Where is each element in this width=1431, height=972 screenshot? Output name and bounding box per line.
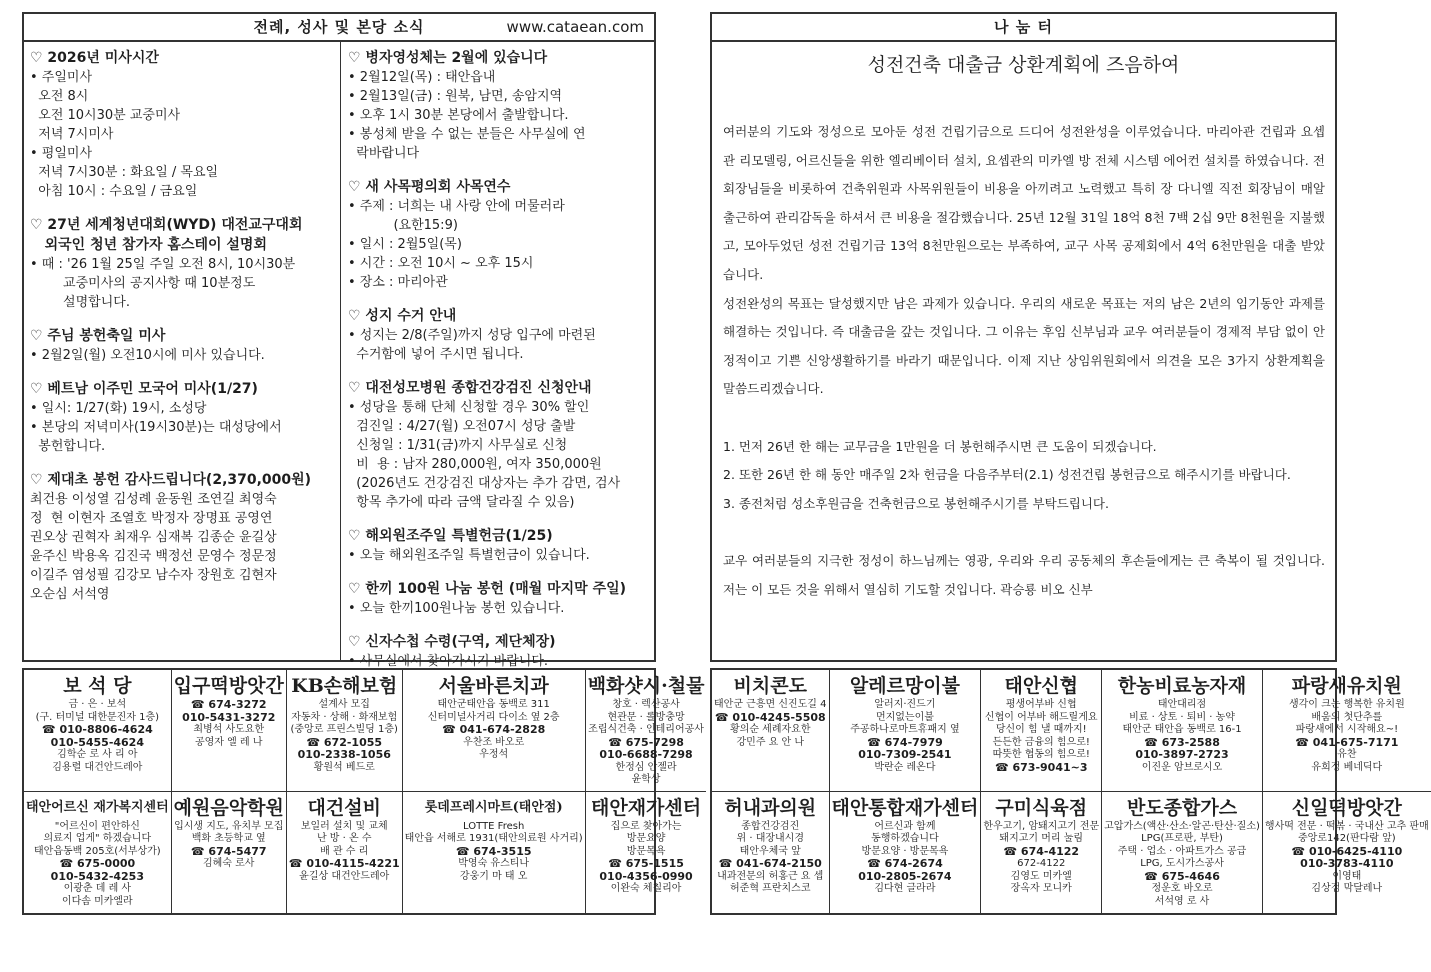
ad-line: 김용렬 대건안드레아 bbox=[52, 761, 143, 773]
left-ad bbox=[24, 670, 172, 792]
ad-line: 이다솜 미카엘라 bbox=[61, 895, 133, 907]
section-line: • 봉성체 받을 수 없는 분들은 사무실에 연 bbox=[348, 127, 586, 142]
section-line: • 성당을 통해 단체 신청할 경우 30% 할인 bbox=[348, 400, 590, 415]
ad-line: 보일러 설치 및 교체 bbox=[300, 820, 388, 832]
ad-line: 주택 · 업소 · 아파트가스 공급 bbox=[1117, 845, 1247, 857]
section-line: 아침 10시 : 수요일 / 금요일 bbox=[30, 184, 198, 199]
ad-line: 중앙로142(판다람 앞) bbox=[1297, 833, 1396, 844]
right-sharing-panel bbox=[710, 12, 1337, 662]
ad-line: 태안읍 서해로 1931(태안의료원 사거리) bbox=[404, 833, 583, 844]
ad-line: 유찬 bbox=[1337, 749, 1357, 760]
news-section bbox=[348, 579, 652, 618]
ad-line: ☎ 010-4245-5508 bbox=[714, 710, 826, 724]
ad-line: 우찬조 바오로 bbox=[463, 736, 525, 748]
ad-line: 정운호 바오로 bbox=[1151, 883, 1213, 894]
ad-line: 강웅기 마 태 오 bbox=[459, 870, 528, 882]
column-divider bbox=[340, 42, 341, 660]
ad-name: 예원음악학원 bbox=[173, 796, 284, 819]
ad-line: 유희정 베네딕다 bbox=[1311, 761, 1383, 773]
ad-line: 난 방 · 온 수 bbox=[316, 833, 372, 844]
ad-line: 태안군태안읍 동백로 311 bbox=[437, 699, 550, 710]
ad-line: 672-4122 bbox=[1017, 858, 1066, 869]
news-section bbox=[348, 526, 652, 565]
ad-line: LPG(프로판, 부탄) bbox=[1141, 833, 1223, 844]
right-ad bbox=[981, 670, 1102, 792]
news-section bbox=[348, 632, 652, 671]
section-line: • 시간 : 오전 10시 ~ 오후 15시 bbox=[348, 256, 534, 271]
section-line: • 오늘 한끼100원나눔 봉헌 있습니다. bbox=[348, 601, 565, 616]
ad-line: ☎ 675-0000 bbox=[59, 857, 136, 870]
ad-line: 이진운 암브로시오 bbox=[1141, 761, 1223, 773]
news-section bbox=[348, 177, 652, 292]
section-title: ♡ 신자수첩 수령(구역, 제단체장) bbox=[348, 634, 556, 650]
ad-name: 백화샷시·철물 bbox=[587, 675, 705, 697]
ad-line: 황원석 베드로 bbox=[313, 761, 375, 773]
left-header-title: 전례, 성사 및 본당 소식 bbox=[253, 18, 425, 36]
ad-name: 태안어르신 재가복지센터 bbox=[26, 799, 169, 815]
left-ad bbox=[586, 792, 707, 914]
news-section bbox=[348, 306, 652, 364]
right-ad bbox=[712, 792, 830, 914]
news-column-a bbox=[30, 48, 336, 618]
ad-name: 태안통합재가센터 bbox=[831, 796, 979, 819]
section-title: ♡ 주님 봉헌축일 미사 bbox=[30, 328, 166, 344]
left-ad bbox=[172, 670, 287, 792]
ad-line: 배 관 수 리 bbox=[320, 845, 369, 857]
ad-line: ☎ 674-3515 bbox=[455, 844, 532, 858]
right-ad bbox=[712, 670, 830, 792]
section-line: 봉헌합니다. bbox=[30, 439, 106, 454]
section-line: 락바랍니다 bbox=[348, 146, 420, 161]
ad-line: 박영숙 유스티나 bbox=[458, 858, 530, 869]
ad-line: 신협이 어부바 해드릴게요 bbox=[984, 711, 1098, 723]
ad-name: KB손해보험 bbox=[291, 675, 398, 697]
ad-line: ☎ 672-1055 bbox=[306, 735, 383, 749]
section-title: ♡ 한끼 100원 나눔 봉헌 (매월 마지막 주일) bbox=[348, 581, 627, 597]
news-column-b bbox=[348, 48, 652, 685]
section-line: (요한15:9) bbox=[348, 218, 458, 233]
right-ad bbox=[830, 792, 982, 914]
ad-line: ☎ 674-7979 bbox=[867, 735, 943, 749]
left-ad bbox=[403, 670, 586, 792]
section-line: • 오늘 해외원조주일 특별헌금이 있습니다. bbox=[348, 548, 590, 563]
section-line: 권오상 권혁자 최재우 심재복 김종순 윤길상 bbox=[30, 530, 277, 545]
ad-line: 파랑새에서 시작해요~! bbox=[1295, 724, 1399, 735]
ad-line: 신터미널사거리 다이소 옆 2층 bbox=[427, 711, 560, 723]
left-ad bbox=[172, 792, 287, 914]
ad-line: 010-3783-4110 bbox=[1300, 857, 1394, 870]
ad-line: (중앙로 프린스빌딩 1층) bbox=[290, 724, 398, 735]
section-line: • 장소 : 마리아관 bbox=[348, 275, 448, 290]
section-line: • 주일미사 bbox=[30, 70, 93, 85]
left-news-panel bbox=[22, 12, 656, 669]
section-line: 최건용 이성열 김성례 윤동원 조연길 최영숙 bbox=[30, 492, 277, 507]
ad-line: 입시생 지도, 유치부 모집 bbox=[174, 820, 284, 832]
ad-line: 이광춘 데 레 사 bbox=[63, 883, 132, 894]
ad-line: 태안대리점 bbox=[1157, 699, 1207, 710]
ad-line: 백화 초등학교 옆 bbox=[191, 833, 266, 844]
ad-name: 대건설비 bbox=[307, 796, 381, 819]
letter-paragraph: 1. 먼저 26년 한 해는 교무금을 1만원을 더 봉헌해주시면 큰 도움이 되겠습니다. bbox=[723, 438, 1157, 454]
ad-line: 고압가스(액산·산소·알곤·탄산·질소) bbox=[1104, 820, 1260, 832]
ad-line: 당신이 힘 낼 때까지! bbox=[995, 724, 1087, 735]
right-ad bbox=[830, 670, 982, 792]
ad-line: (구. 터미널 대한문진자 1층) bbox=[35, 711, 160, 723]
left-header bbox=[24, 14, 654, 42]
ad-line: 010-5431-3272 bbox=[182, 710, 276, 724]
ad-line: ☎ 674-2674 bbox=[867, 857, 943, 870]
ad-line: 어르신과 함께 bbox=[874, 820, 936, 832]
left-ad bbox=[403, 792, 586, 914]
ad-line: 010-5455-4624 bbox=[50, 735, 144, 749]
ads-grid-right bbox=[710, 668, 1429, 915]
section-line: • 일시: 1/27(화) 19시, 소성당 bbox=[30, 401, 207, 416]
ad-name: 허내과의원 bbox=[724, 796, 817, 819]
website-link[interactable]: www.cataean.com bbox=[506, 18, 644, 36]
section-title: ♡ 대전성모병원 종합건강검진 신청안내 bbox=[348, 380, 592, 396]
ad-line: 김상점 막달레나 bbox=[1311, 883, 1383, 894]
news-section bbox=[30, 326, 336, 365]
letter-paragraph bbox=[723, 404, 1325, 433]
ad-line: 생각이 크는 행복한 유치원 bbox=[1288, 699, 1405, 710]
ad-line: 따뜻한 협동의 힘으로! bbox=[992, 749, 1090, 760]
ad-line: 배움의 첫단추를 bbox=[1311, 711, 1383, 723]
section-line: • 성지는 2/8(주일)까지 성당 입구에 마련된 bbox=[348, 328, 596, 343]
ad-line: 종합건강검진 bbox=[741, 820, 800, 832]
letter-paragraph: 교우 여러분들의 지극한 정성이 하느님께는 영광, 우리와 우리 공동체의 후손들에게는 큰 축복이 될 것입니다. 저는 이 모든 것을 위해서 열심히 기도할 것입니다. 곽승룡 비오 신부 bbox=[723, 552, 1325, 597]
ad-name: 알레르망이불 bbox=[849, 675, 960, 697]
news-section bbox=[30, 215, 336, 312]
section-line: 윤주신 박용옥 김진국 백정선 문영수 정문정 bbox=[30, 549, 277, 564]
section-title: ♡ 2026년 미사시간 bbox=[30, 50, 159, 66]
section-title: ♡ 해외원조주일 특별헌금(1/25) bbox=[348, 528, 553, 544]
section-line: 비 용 : 남자 280,000원, 여자 350,000원 bbox=[348, 457, 602, 472]
ad-line: 돼지고기 머리 눌림 bbox=[999, 833, 1084, 844]
section-line: 교중미사의 공지사항 때 10분정도 bbox=[30, 276, 256, 291]
ad-line: 태안우체국 앞 bbox=[739, 845, 801, 857]
ad-line: "어르신이 편안하신 bbox=[54, 820, 140, 832]
ad-line: 김다현 글라라 bbox=[874, 883, 936, 894]
ad-name: 롯데프레시마트(태안점) bbox=[424, 799, 563, 815]
section-line: 항목 추가에 따라 금액 달라질 수 있음) bbox=[348, 495, 575, 510]
ad-line: ☎ 010-4115-4221 bbox=[288, 857, 400, 870]
ad-line: 비료 · 상토 · 퇴비 · 농약 bbox=[1129, 711, 1235, 723]
ad-line: LOTTE Fresh bbox=[463, 820, 525, 832]
right-header-title: 나 눔 터 bbox=[994, 18, 1053, 36]
ad-line: 집으로 찾아가는 bbox=[610, 820, 682, 832]
ad-name: 반도종합가스 bbox=[1126, 796, 1238, 819]
ad-name: 입구떡방앗간 bbox=[173, 675, 284, 697]
section-line: 수거함에 넣어 주시면 됩니다. bbox=[348, 347, 524, 362]
ad-line: 태안군 태안읍 동백로 16-1 bbox=[1122, 724, 1242, 735]
ad-line: 한정심 안젤라 bbox=[615, 761, 677, 773]
news-section bbox=[30, 470, 336, 604]
ad-line: 현관문 · 롤방충망 bbox=[607, 711, 685, 723]
news-section bbox=[30, 48, 336, 201]
letter-title: 성전건축 대출금 상환계획에 즈음하여 bbox=[867, 54, 1180, 76]
right-header bbox=[712, 14, 1335, 42]
section-line: • 2월13일(금) : 원북, 남면, 송암지역 bbox=[348, 89, 563, 104]
ad-line: 김영도 미카엘 bbox=[1010, 870, 1072, 882]
ad-line: ☎ 675-1515 bbox=[608, 857, 684, 870]
left-ad bbox=[287, 792, 403, 914]
section-line: 저녁 7시미사 bbox=[30, 127, 114, 142]
ad-line: 창호 · 렉산공사 bbox=[612, 699, 680, 710]
left-ad bbox=[24, 792, 172, 914]
letter-paragraph bbox=[723, 518, 1325, 547]
ad-line: 장옥자 모니카 bbox=[1010, 883, 1072, 894]
ad-line: 010-6688-7298 bbox=[599, 748, 693, 761]
ad-line: 태안읍동백 205호(서부상가) bbox=[34, 845, 161, 857]
ad-line: 010-7309-2541 bbox=[858, 748, 952, 761]
ads-grid-left bbox=[22, 668, 705, 915]
section-title: ♡ 새 사목평의회 사목연수 bbox=[348, 179, 511, 195]
section-line: • 2월12일(목) : 태안읍내 bbox=[348, 70, 496, 85]
ad-name: 태안신협 bbox=[1004, 675, 1078, 697]
ad-line: LPG, 도시가스공사 bbox=[1140, 858, 1224, 869]
letter-body bbox=[723, 118, 1325, 604]
ad-line: ☎ 673-9041~3 bbox=[994, 760, 1088, 774]
section-line: 오전 8시 bbox=[30, 89, 89, 104]
section-line: 오순심 서석영 bbox=[30, 587, 110, 602]
ad-line: ☎ 041-674-2828 bbox=[442, 723, 546, 736]
ad-line: 금 · 은 · 보석 bbox=[68, 699, 127, 710]
ad-line: ☎ 675-7298 bbox=[608, 735, 684, 749]
ad-line: 의료지 업게" 하겠습니다 bbox=[43, 833, 152, 844]
ad-line: 든든한 금융의 힘으로! bbox=[992, 736, 1090, 748]
section-line: • 일시 : 2월5일(목) bbox=[348, 237, 462, 252]
ad-line: 먼지없는이불 bbox=[875, 711, 934, 723]
ad-line: 박란순 레온다 bbox=[874, 761, 936, 773]
section-line: 저녁 7시30분 : 화요일 / 목요일 bbox=[30, 165, 219, 180]
ad-name: 보 석 당 bbox=[63, 675, 132, 697]
section-line: • 때 : '26 1월 25일 주일 오전 8시, 10시30분 bbox=[30, 257, 296, 272]
ad-line: 알러지·진드기 bbox=[874, 699, 936, 710]
ad-line: 우정석 bbox=[479, 749, 509, 760]
section-line: 검진일 : 4/27(월) 오전07시 성당 출발 bbox=[348, 419, 576, 434]
ad-line: 이영태 bbox=[1332, 870, 1362, 882]
ad-line: 방문목욕 bbox=[626, 845, 666, 857]
section-title: ♡ 27년 세계청년대회(WYD) 대전교구대회 외국인 청년 참가자 홈스테이 설명회 bbox=[30, 217, 303, 253]
ad-line: 최병석 사도요한 bbox=[193, 724, 265, 735]
right-ad bbox=[1102, 792, 1263, 914]
letter-paragraph: 성전완성의 목표는 달성했지만 남은 과제가 있습니다. 우리의 새로운 목표는 저의 남은 2년의 임기동안 과제를 해결하는 것입니다. 즉 대출금을 갚는 것입니다. 그 이유는 후임 신부님과 교우 여러분들이 경제적 부담 없이 안정적이고 기쁜 신앙생활하기를 바라기 때문입니다. 이제 지난 상임위원회에서 의견을 모은 3가지 상환계획을 말씀드리겠습니다. bbox=[723, 295, 1325, 397]
ad-line: 010-4356-0990 bbox=[599, 869, 693, 883]
ad-line: 방문요양 bbox=[626, 833, 666, 844]
ad-line: ☎ 010-6425-4110 bbox=[1291, 844, 1403, 858]
ad-line: 서석영 로 사 bbox=[1154, 895, 1210, 907]
news-section bbox=[348, 378, 652, 512]
ad-line: 평생어부바 신협 bbox=[1005, 699, 1077, 710]
section-line: • 주제 : 너희는 내 사랑 안에 머물러라 bbox=[348, 199, 565, 214]
section-title: ♡ 병자영성체는 2월에 있습니다 bbox=[348, 50, 548, 66]
ad-line: 강민주 요 안 나 bbox=[736, 736, 804, 748]
ad-line: ☎ 041-674-2150 bbox=[718, 857, 822, 870]
left-ad bbox=[287, 670, 403, 792]
ad-line: 010-2338-1056 bbox=[297, 748, 391, 761]
ad-line: 윤길상 대건안드레아 bbox=[299, 870, 390, 882]
ad-line: ☎ 675-4646 bbox=[1144, 869, 1220, 883]
ad-line: 이완숙 체칠리아 bbox=[610, 883, 682, 894]
ad-line: 주공하나로마트휴패지 옆 bbox=[850, 724, 960, 735]
news-section bbox=[30, 379, 336, 456]
letter-paragraph: 여러분의 기도와 정성으로 모아둔 성전 건립기금으로 드디어 성전완성을 이루었습니다. 마리아관 건립과 요셉관 리모델링, 어르신들을 위한 엘리베이터 설치, 요셉관의 미카엘 방 전체 시스템 에어컨 설치를 하였습니다. 전 회장님들을 비롯하여 건축위원과 사목위원들이 비용을 아끼려고 노력했고 특히 장 다니엘 직전 회장님이 매알 출근하여 관리감독을 하셔서 큰 비용을 절감했습니다. 25년 12월 31일 18억 8천 7백 2십 9만 8천원을 지불했고, 모아두었던 성전 건립기금 13억 8천만원으로는 부족하여, 교구 사목 공제회에서 4억 6천만원을 대출 받았습니다. bbox=[723, 124, 1325, 282]
section-title: ♡ 성지 수거 안내 bbox=[348, 308, 457, 324]
ad-name: 태안재가센터 bbox=[591, 796, 702, 819]
ad-line: 윤학상 bbox=[631, 774, 661, 785]
ad-line: ☎ 673-2588 bbox=[1144, 735, 1220, 749]
letter-paragraph: 2. 또한 26년 한 해 동안 매주일 2차 헌금을 다음주부터(2.1) 성전건립 봉헌금으로 해주시기를 바랍니다. bbox=[723, 467, 1291, 483]
ad-line: 공영자 엘 레 나 bbox=[194, 736, 263, 748]
ad-line: 내과전문의 허홍근 요 셉 bbox=[717, 870, 824, 882]
section-line: 오전 10시30분 교중미사 bbox=[30, 108, 181, 123]
section-line: • 평일미사 bbox=[30, 146, 93, 161]
section-line: • 2월2일(월) 오전10시에 미사 있습니다. bbox=[30, 348, 265, 363]
ad-line: 김혜숙 로사 bbox=[202, 858, 255, 869]
section-line: (2026년도 건강검진 대상자는 추가 감면, 검사 bbox=[348, 476, 621, 491]
ad-line: 010-5432-4253 bbox=[50, 869, 144, 883]
ad-line: 자동차 · 상해 · 화재보험 bbox=[291, 711, 398, 723]
ad-line: ☎ 041-675-7171 bbox=[1295, 735, 1399, 749]
ad-name: 구미식육점 bbox=[995, 796, 1088, 819]
ad-line: ☎ 010-8806-4624 bbox=[41, 723, 153, 736]
ad-line: 010-2805-2674 bbox=[858, 869, 952, 883]
ad-line: 행사떡 전문 · 떡볶 · 국내산 고추 판매 bbox=[1264, 820, 1429, 832]
right-ad bbox=[1263, 670, 1431, 792]
ad-line: 방문요양 · 방문목욕 bbox=[861, 845, 949, 857]
ad-line: 김학순 로 사 리 아 bbox=[57, 749, 138, 760]
ad-name: 한농비료농자재 bbox=[1117, 675, 1247, 697]
section-title: ♡ 베트남 이주민 모국어 미사(1/27) bbox=[30, 381, 258, 397]
section-line: 정 현 이현자 조열호 박정자 장명표 공영연 bbox=[30, 511, 273, 526]
ad-name: 파랑새유치원 bbox=[1291, 675, 1402, 697]
ad-line: 한우고기, 암돼지고기 전문 bbox=[983, 820, 1100, 832]
ad-name: 비치콘도 bbox=[733, 675, 807, 697]
ad-name: 서울바른치과 bbox=[438, 675, 549, 697]
section-line: 설명합니다. bbox=[30, 295, 130, 310]
right-ad bbox=[981, 792, 1102, 914]
ad-line: 설계사 모집 bbox=[318, 699, 370, 710]
ad-line: 동행하겠습니다 bbox=[871, 833, 939, 844]
section-line: 이길주 염성필 김강모 남수자 장원호 김현자 bbox=[30, 568, 277, 583]
ad-line: ☎ 674-3272 bbox=[190, 698, 267, 711]
ad-line: ☎ 674-5477 bbox=[190, 844, 267, 858]
ad-line: 허준혁 프란치스코 bbox=[730, 883, 811, 894]
letter-paragraph: 3. 종전처럼 성소후원금을 건축헌금으로 봉헌해주시기를 부탁드립니다. bbox=[723, 495, 1109, 511]
left-ad bbox=[586, 670, 707, 792]
section-line: 신청일 : 1/31(금)까지 사무실로 신청 bbox=[348, 438, 568, 453]
right-ad bbox=[1263, 792, 1431, 914]
section-line: • 오후 1시 30분 본당에서 출발합니다. bbox=[348, 108, 569, 123]
section-line: • 사무실에서 찾아가시기 바랍니다. bbox=[348, 654, 549, 669]
ad-line: 010-3897-2723 bbox=[1135, 748, 1229, 761]
ad-line: 황의순 세례자요한 bbox=[730, 724, 811, 735]
ad-line: ☎ 674-4122 bbox=[1003, 844, 1080, 858]
ad-line: 태안군 근흥면 신진도길 4 bbox=[714, 699, 827, 710]
section-line: • 본당의 저녁미사(19시30분)는 대성당에서 bbox=[30, 420, 282, 435]
ad-name: 신일떡방앗간 bbox=[1291, 796, 1402, 819]
ad-line: 조립식건축 · 인테리어공사 bbox=[588, 724, 704, 735]
section-title: ♡ 제대초 봉헌 감사드립니다(2,370,000원) bbox=[30, 472, 312, 488]
right-ad bbox=[1102, 670, 1263, 792]
news-section bbox=[348, 48, 652, 163]
ad-line: 위 · 대장내시경 bbox=[736, 833, 804, 844]
